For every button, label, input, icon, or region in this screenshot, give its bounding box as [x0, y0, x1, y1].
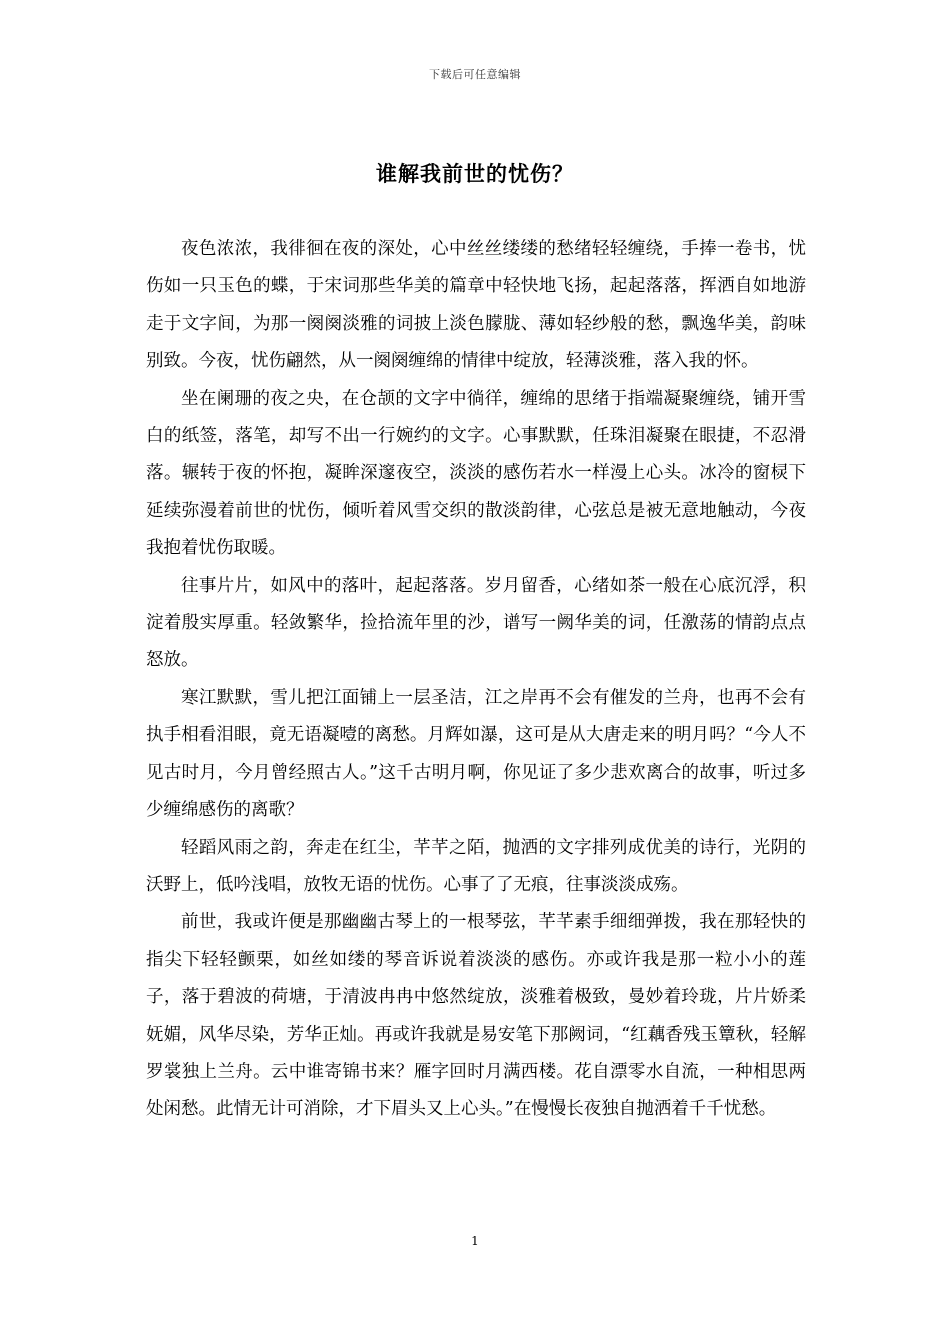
- paragraph-6: 前世，我或许便是那幽幽古琴上的一根琴弦，芊芊素手细细弹拨，我在那轻快的指尖下轻轻颤栗，如丝如缕的琴音诉说着淡淡的感伤。亦或许我是那一粒小小的莲子，落于碧波的荷塘，于清波冉冉中悠然绽放，淡雅着极致，曼妙着玲珑，片片娇柔妩媚，风华尽染，芳华正灿。再或许我就是易安笔下那阙词，“红藕香残玉簟秋，轻解罗裳独上兰舟。云中谁寄锦书来？雁字回时月满西楼。花自漂零水自流，一种相思两处闲愁。此情无计可消除，才下眉头又上心头。”在慢慢长夜独自抛洒着千千忧愁。: [146, 912, 806, 1120]
- paragraph-5: 轻蹈风雨之韵，奔走在红尘，芊芊之陌，抛洒的文字排列成优美的诗行，光阴的沃野上，低吟浅唱，放牧无语的忧伤。心事了了无痕，往事淡淡成殇。: [146, 837, 806, 895]
- paragraph-3: 往事片片，如风中的落叶，起起落落。岁月留香，心绪如茶一般在心底沉浮，积淀着殷实厚重。轻敛繁华，捡拾流年里的沙，谱写一阙华美的词，任激荡的情韵点点怒放。: [146, 575, 806, 671]
- document-title: 谁解我前世的忧伤？: [376, 161, 574, 186]
- page-number: 1: [471, 1234, 479, 1248]
- body-text: [146, 231, 806, 1129]
- paragraph-4: 寒江默默，雪儿把江面铺上一层圣洁，江之岸再不会有催发的兰舟，也再不会有执手相看泪眼，竟无语凝噎的离愁。月辉如瀑，这可是从大唐走来的明月吗？“今人不见古时月，今月曾经照古人。”这千古明月啊，你见证了多少悲欢离合的故事，听过多少缠绵感伤的离歌？: [146, 687, 806, 821]
- header-note: 下载后可任意编辑: [429, 68, 521, 81]
- paragraph-1: 夜色浓浓，我徘徊在夜的深处，心中丝丝缕缕的愁绪轻轻缠绕，手捧一卷书，忧伤如一只玉色的蝶，于宋词那些华美的篇章中轻快地飞扬，起起落落，挥洒自如地游走于文字间，为那一阕阕淡雅的词披上淡色朦胧、薄如轻纱般的愁，飘逸华美，韵味别致。今夜，忧伤翩然，从一阕阕缠绵的情律中绽放，轻薄淡雅，落入我的怀。: [146, 239, 806, 372]
- paragraph-2: 坐在阑珊的夜之央，在仓颉的文字中徜徉，缠绵的思绪于指端凝聚缠绕，铺开雪白的纸签，落笔，却写不出一行婉约的文字。心事默默，任珠泪凝聚在眼捷，不忍滑落。辗转于夜的怀抱，凝眸深邃夜空，淡淡的感伤若水一样漫上心头。冰冷的窗棂下延续弥漫着前世的忧伤，倾听着风雪交织的散淡韵律，心弦总是被无意地触动，今夜我抱着忧伤取暖。: [146, 388, 806, 559]
